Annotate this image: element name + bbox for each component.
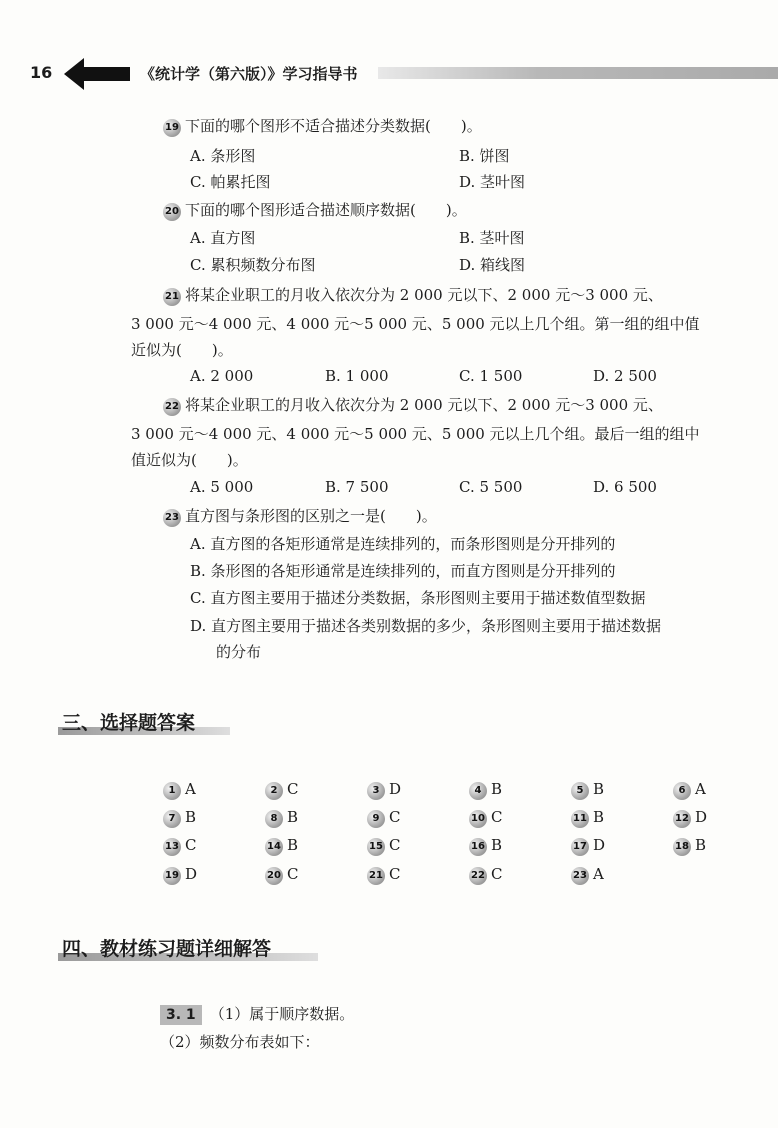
answer-item — [367, 780, 401, 800]
option-b: B. 7 500 — [325, 478, 389, 496]
answer-value: B — [287, 836, 299, 854]
answer-number-badge: 15 — [367, 838, 385, 856]
answer-number-badge: 19 — [163, 867, 181, 885]
answer-value: A — [185, 780, 196, 798]
answer-value: C — [389, 836, 401, 854]
exercise-3-1: 3. 1 （1）属于顺序数据。 — [160, 1004, 354, 1025]
question-number-badge: 22 — [163, 398, 181, 416]
answer-item — [469, 865, 502, 885]
answer-item — [265, 865, 298, 885]
answer-item — [673, 836, 706, 856]
answer-item — [469, 780, 502, 800]
left-arrow-icon — [62, 56, 132, 92]
answer-value: C — [287, 865, 299, 883]
answer-value: D — [185, 865, 198, 883]
answer-value: D — [695, 808, 708, 826]
option-c: C. 1 500 — [459, 367, 523, 385]
section-3-title: 三、选择题答案 — [62, 712, 196, 734]
option-b: B. 茎叶图 — [459, 229, 525, 247]
answer-item — [469, 836, 502, 856]
answer-number-badge: 16 — [469, 838, 487, 856]
option-c: C. 5 500 — [459, 478, 523, 496]
answer-number-badge: 17 — [571, 838, 589, 856]
answer-item — [571, 836, 605, 856]
answer-number-badge: 18 — [673, 838, 691, 856]
answer-value: B — [593, 780, 605, 798]
exercise-3-1-part2: （2）频数分布表如下： — [160, 1033, 320, 1051]
question-number-badge: 21 — [163, 288, 181, 306]
option-a: A. 直方图的各矩形通常是连续排列的，而条形图则是分开排列的 — [190, 535, 616, 553]
option-d: D. 箱线图 — [459, 256, 526, 274]
answer-number-badge: 2 — [265, 782, 283, 800]
option-d-continued: 的分布 — [216, 643, 262, 661]
question-22-line2: 3 000 元～4 000 元、4 000 元～5 000 元、5 000 元以上几个组。最后一组的组中 — [131, 425, 700, 443]
answer-value: B — [695, 836, 707, 854]
answer-item — [265, 836, 298, 856]
answer-number-badge: 9 — [367, 810, 385, 828]
answer-number-badge: 10 — [469, 810, 487, 828]
option-c: C. 直方图主要用于描述分类数据，条形图则主要用于描述数值型数据 — [190, 589, 646, 607]
option-d: D. 直方图主要用于描述各类别数据的多少，条形图则主要用于描述数据 — [190, 617, 662, 635]
answer-number-badge: 22 — [469, 867, 487, 885]
answer-number-badge: 4 — [469, 782, 487, 800]
answer-item — [163, 808, 196, 828]
answer-number-badge: 13 — [163, 838, 181, 856]
answer-item — [571, 808, 604, 828]
question-number-badge: 20 — [163, 203, 181, 221]
answer-number-badge: 11 — [571, 810, 589, 828]
answer-item — [163, 836, 196, 856]
answer-number-badge: 1 — [163, 782, 181, 800]
option-a: A. 直方图 — [190, 229, 256, 247]
option-a: A. 5 000 — [190, 478, 254, 496]
answer-item — [673, 808, 707, 828]
answer-value: C — [287, 780, 299, 798]
question-number-badge: 19 — [163, 119, 181, 137]
answer-value: C — [389, 865, 401, 883]
option-a: A. 条形图 — [190, 147, 256, 165]
answer-item — [571, 865, 604, 885]
answer-number-badge: 21 — [367, 867, 385, 885]
answer-number-badge: 3 — [367, 782, 385, 800]
question-22-line3: 值近似为( )。 — [131, 451, 248, 469]
answer-item — [163, 780, 196, 800]
question-22-stem: 22 将某企业职工的月收入依次分为 2 000 元以下、2 000 元～3 000 元、 — [163, 395, 663, 416]
answer-value: B — [185, 808, 197, 826]
answer-value: B — [491, 780, 503, 798]
answer-number-badge: 5 — [571, 782, 589, 800]
answer-number-badge: 8 — [265, 810, 283, 828]
answer-item — [163, 865, 197, 885]
question-23-stem: 23 直方图与条形图的区别之一是( )。 — [163, 506, 437, 527]
answer-item — [673, 780, 706, 800]
option-d: D. 6 500 — [593, 478, 657, 496]
answer-value: D — [389, 780, 402, 798]
answer-item — [367, 836, 400, 856]
book-title: 《统计学（第六版）》学习指导书 — [140, 65, 358, 83]
answer-value: C — [491, 808, 503, 826]
answer-item — [367, 808, 400, 828]
option-b: B. 饼图 — [459, 147, 510, 165]
answer-value: C — [185, 836, 197, 854]
answer-number-badge: 20 — [265, 867, 283, 885]
answer-item — [367, 865, 400, 885]
answer-value: C — [491, 865, 503, 883]
answer-item — [571, 780, 604, 800]
option-b: B. 条形图的各矩形通常是连续排列的，而直方图则是分开排列的 — [190, 562, 616, 580]
answer-value: B — [491, 836, 503, 854]
question-20-stem: 20 下面的哪个图形适合描述顺序数据( )。 — [163, 200, 467, 221]
option-b: B. 1 000 — [325, 367, 389, 385]
exercise-tag: 3. 1 — [160, 1005, 202, 1025]
option-c: C. 帕累托图 — [190, 173, 271, 191]
answer-value: D — [593, 836, 606, 854]
question-number-badge: 23 — [163, 509, 181, 527]
option-d: D. 2 500 — [593, 367, 657, 385]
answer-item — [265, 780, 298, 800]
answer-number-badge: 12 — [673, 810, 691, 828]
option-c: C. 累积频数分布图 — [190, 256, 316, 274]
page-number: 16 — [30, 63, 53, 82]
answer-number-badge: 14 — [265, 838, 283, 856]
answer-number-badge: 7 — [163, 810, 181, 828]
header-decor-bar — [378, 67, 778, 79]
answer-item — [265, 808, 298, 828]
question-21-stem: 21 将某企业职工的月收入依次分为 2 000 元以下、2 000 元～3 000 元、 — [163, 285, 663, 306]
question-21-line2: 3 000 元～4 000 元、4 000 元～5 000 元、5 000 元以上几个组。第一组的组中值 — [131, 315, 700, 333]
question-21-line3: 近似为( )。 — [131, 341, 233, 359]
section-4-title: 四、教材练习题详细解答 — [62, 938, 272, 960]
answer-value: B — [287, 808, 299, 826]
option-d: D. 茎叶图 — [459, 173, 526, 191]
answer-number-badge: 6 — [673, 782, 691, 800]
question-19-stem: 19 下面的哪个图形不适合描述分类数据( )。 — [163, 116, 482, 137]
answer-item — [469, 808, 502, 828]
answer-value: A — [593, 865, 604, 883]
answer-value: B — [593, 808, 605, 826]
answer-value: A — [695, 780, 706, 798]
option-a: A. 2 000 — [190, 367, 254, 385]
answer-number-badge: 23 — [571, 867, 589, 885]
answer-value: C — [389, 808, 401, 826]
